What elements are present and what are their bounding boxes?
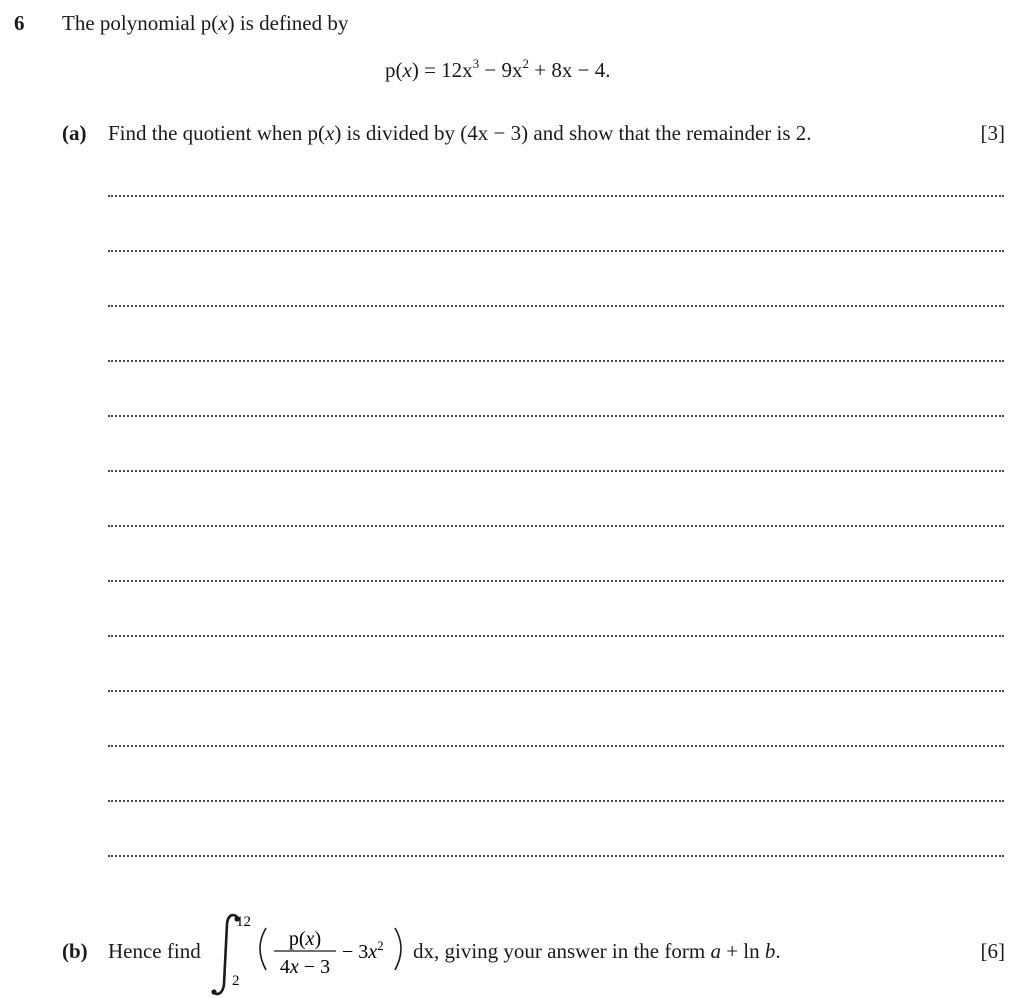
right-paren (395, 928, 401, 970)
integral-lower-limit: 2 (232, 973, 240, 989)
left-paren (260, 928, 266, 970)
answer-line[interactable] (108, 690, 1004, 692)
answer-line[interactable] (108, 305, 1004, 307)
part-b-lead: Hence find (108, 939, 201, 963)
part-b-marks: [6] (980, 939, 1005, 963)
part-b-tail: dx, giving your answer in the form a + ln b. (413, 939, 781, 963)
answer-line[interactable] (108, 195, 1004, 197)
part-b-label: (b) (62, 939, 88, 963)
question-number: 6 (14, 11, 25, 35)
integral-expression (206, 912, 422, 998)
answer-line[interactable] (108, 745, 1004, 747)
answer-line[interactable] (108, 470, 1004, 472)
answer-line[interactable] (108, 360, 1004, 362)
part-a-marks: [3] (980, 121, 1005, 145)
answer-line[interactable] (108, 525, 1004, 527)
answer-line[interactable] (108, 580, 1004, 582)
polynomial-definition: $p(x) = 12x^3 - 9x^2 + 8x - 4$. (385, 56, 611, 82)
answer-line[interactable] (108, 855, 1004, 857)
answer-line[interactable] (108, 800, 1004, 802)
answer-line[interactable] (108, 415, 1004, 417)
integral-upper-limit: 12 (236, 914, 251, 930)
answer-line[interactable] (108, 635, 1004, 637)
part-a-prompt: Find the quotient when p(x) is divided by (4x − 3) and show that the remainder is 2. (108, 121, 812, 145)
answer-line[interactable] (108, 250, 1004, 252)
question-intro: The polynomial p(x) is defined by (62, 11, 349, 35)
fraction-numerator: p(x) (288, 928, 322, 950)
fraction-denominator: 4x − 3 (279, 956, 331, 978)
integrand-term: − $3x^2$ (342, 938, 384, 963)
part-a-label: (a) (62, 121, 87, 145)
